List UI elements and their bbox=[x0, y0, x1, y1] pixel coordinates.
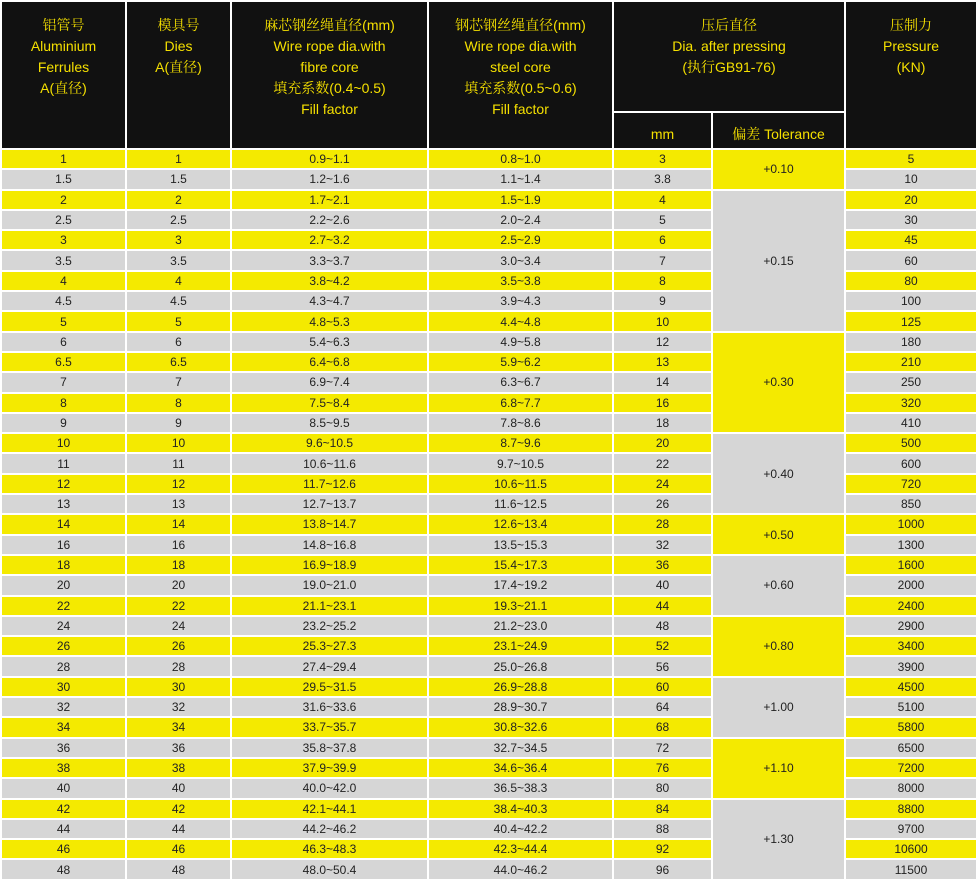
ferrule-cell: 9 bbox=[2, 414, 125, 432]
steel-core-cell: 6.8~7.7 bbox=[429, 394, 612, 412]
steel-core-cell: 23.1~24.9 bbox=[429, 637, 612, 655]
fibre-core-cell: 16.9~18.9 bbox=[232, 556, 427, 574]
pressure-cell: 80 bbox=[846, 272, 976, 290]
dies-cell: 2.5 bbox=[127, 211, 230, 229]
ferrule-cell: 14 bbox=[2, 515, 125, 533]
header-pressure: 压制力 Pressure (KN) bbox=[846, 2, 976, 148]
tolerance-cell: +0.80 bbox=[713, 617, 844, 676]
ferrule-cell: 3 bbox=[2, 231, 125, 249]
steel-core-cell: 7.8~8.6 bbox=[429, 414, 612, 432]
ferrule-cell: 4 bbox=[2, 272, 125, 290]
fibre-core-cell: 40.0~42.0 bbox=[232, 779, 427, 797]
steel-core-cell: 28.9~30.7 bbox=[429, 698, 612, 716]
pressure-cell: 125 bbox=[846, 312, 976, 330]
pressed-dia-cell: 3 bbox=[614, 150, 711, 168]
pressure-cell: 11500 bbox=[846, 860, 976, 878]
ferrule-cell: 20 bbox=[2, 576, 125, 594]
dies-cell: 13 bbox=[127, 495, 230, 513]
pressure-cell: 2400 bbox=[846, 597, 976, 615]
fibre-core-cell: 1.2~1.6 bbox=[232, 170, 427, 188]
header-fibre-core: 麻芯钢丝绳直径(mm) Wire rope dia.with fibre core 填充系数(0.4~0.5) Fill factor bbox=[232, 2, 427, 148]
steel-core-cell: 3.5~3.8 bbox=[429, 272, 612, 290]
steel-core-cell: 2.5~2.9 bbox=[429, 231, 612, 249]
fibre-core-cell: 3.8~4.2 bbox=[232, 272, 427, 290]
steel-core-cell: 17.4~19.2 bbox=[429, 576, 612, 594]
dies-cell: 26 bbox=[127, 637, 230, 655]
pressure-cell: 10 bbox=[846, 170, 976, 188]
steel-core-cell: 12.6~13.4 bbox=[429, 515, 612, 533]
pressed-dia-cell: 3.8 bbox=[614, 170, 711, 188]
tolerance-cell: +0.40 bbox=[713, 434, 844, 513]
dies-cell: 36 bbox=[127, 739, 230, 757]
pressure-cell: 8800 bbox=[846, 800, 976, 818]
pressed-dia-cell: 36 bbox=[614, 556, 711, 574]
table-row bbox=[2, 434, 976, 452]
tolerance-cell: +0.50 bbox=[713, 515, 844, 554]
pressed-dia-cell: 40 bbox=[614, 576, 711, 594]
header-steel-core: 钢芯钢丝绳直径(mm) Wire rope dia.with steel core 填充系数(0.5~0.6) Fill factor bbox=[429, 2, 612, 148]
fibre-core-cell: 44.2~46.2 bbox=[232, 820, 427, 838]
fibre-core-cell: 0.9~1.1 bbox=[232, 150, 427, 168]
fibre-core-cell: 2.7~3.2 bbox=[232, 231, 427, 249]
pressure-cell: 6500 bbox=[846, 739, 976, 757]
pressure-cell: 1000 bbox=[846, 515, 976, 533]
dies-cell: 22 bbox=[127, 597, 230, 615]
fibre-core-cell: 6.4~6.8 bbox=[232, 353, 427, 371]
pressure-cell: 1600 bbox=[846, 556, 976, 574]
ferrule-cell: 42 bbox=[2, 800, 125, 818]
pressed-dia-cell: 5 bbox=[614, 211, 711, 229]
dies-cell: 34 bbox=[127, 718, 230, 736]
dies-cell: 6 bbox=[127, 333, 230, 351]
pressed-dia-cell: 22 bbox=[614, 454, 711, 472]
fibre-core-cell: 1.7~2.1 bbox=[232, 191, 427, 209]
ferrule-cell: 48 bbox=[2, 860, 125, 878]
fibre-core-cell: 8.5~9.5 bbox=[232, 414, 427, 432]
ferrule-cell: 44 bbox=[2, 820, 125, 838]
ferrule-cell: 30 bbox=[2, 678, 125, 696]
pressure-cell: 720 bbox=[846, 475, 976, 493]
pressed-dia-cell: 80 bbox=[614, 779, 711, 797]
ferrule-cell: 16 bbox=[2, 536, 125, 554]
dies-cell: 6.5 bbox=[127, 353, 230, 371]
tolerance-cell: +1.00 bbox=[713, 678, 844, 737]
pressed-dia-cell: 48 bbox=[614, 617, 711, 635]
dies-cell: 32 bbox=[127, 698, 230, 716]
ferrule-cell: 22 bbox=[2, 597, 125, 615]
dies-cell: 44 bbox=[127, 820, 230, 838]
fibre-core-cell: 3.3~3.7 bbox=[232, 251, 427, 269]
pressure-cell: 45 bbox=[846, 231, 976, 249]
pressed-dia-cell: 64 bbox=[614, 698, 711, 716]
steel-core-cell: 30.8~32.6 bbox=[429, 718, 612, 736]
dies-cell: 2 bbox=[127, 191, 230, 209]
ferrule-cell: 6 bbox=[2, 333, 125, 351]
pressed-dia-cell: 26 bbox=[614, 495, 711, 513]
pressure-cell: 2000 bbox=[846, 576, 976, 594]
ferrule-cell: 34 bbox=[2, 718, 125, 736]
table-row bbox=[2, 150, 976, 168]
ferrule-cell: 28 bbox=[2, 657, 125, 675]
steel-core-cell: 26.9~28.8 bbox=[429, 678, 612, 696]
pressed-dia-cell: 68 bbox=[614, 718, 711, 736]
pressed-dia-cell: 32 bbox=[614, 536, 711, 554]
ferrule-cell: 32 bbox=[2, 698, 125, 716]
table-row bbox=[2, 515, 976, 533]
pressure-cell: 60 bbox=[846, 251, 976, 269]
header-dia-after-pressing: 压后直径 Dia. after pressing (执行GB91-76) bbox=[614, 2, 844, 111]
steel-core-cell: 25.0~26.8 bbox=[429, 657, 612, 675]
steel-core-cell: 3.9~4.3 bbox=[429, 292, 612, 310]
pressed-dia-cell: 56 bbox=[614, 657, 711, 675]
table-row bbox=[2, 191, 976, 209]
dies-cell: 40 bbox=[127, 779, 230, 797]
steel-core-cell: 3.0~3.4 bbox=[429, 251, 612, 269]
dies-cell: 48 bbox=[127, 860, 230, 878]
pressed-dia-cell: 8 bbox=[614, 272, 711, 290]
fibre-core-cell: 42.1~44.1 bbox=[232, 800, 427, 818]
fibre-core-cell: 12.7~13.7 bbox=[232, 495, 427, 513]
pressure-cell: 100 bbox=[846, 292, 976, 310]
table-body bbox=[2, 150, 976, 879]
fibre-core-cell: 19.0~21.0 bbox=[232, 576, 427, 594]
pressure-cell: 3900 bbox=[846, 657, 976, 675]
steel-core-cell: 10.6~11.5 bbox=[429, 475, 612, 493]
steel-core-cell: 8.7~9.6 bbox=[429, 434, 612, 452]
table-row bbox=[2, 678, 976, 696]
tolerance-cell: +0.60 bbox=[713, 556, 844, 615]
steel-core-cell: 11.6~12.5 bbox=[429, 495, 612, 513]
pressed-dia-cell: 84 bbox=[614, 800, 711, 818]
pressed-dia-cell: 9 bbox=[614, 292, 711, 310]
ferrule-cell: 3.5 bbox=[2, 251, 125, 269]
pressed-dia-cell: 96 bbox=[614, 860, 711, 878]
steel-core-cell: 2.0~2.4 bbox=[429, 211, 612, 229]
pressed-dia-cell: 7 bbox=[614, 251, 711, 269]
tolerance-cell: +1.10 bbox=[713, 739, 844, 798]
steel-core-cell: 1.1~1.4 bbox=[429, 170, 612, 188]
pressure-cell: 1300 bbox=[846, 536, 976, 554]
dies-cell: 1 bbox=[127, 150, 230, 168]
pressed-dia-cell: 14 bbox=[614, 373, 711, 391]
ferrule-cell: 1.5 bbox=[2, 170, 125, 188]
pressure-cell: 9700 bbox=[846, 820, 976, 838]
dies-cell: 8 bbox=[127, 394, 230, 412]
steel-core-cell: 4.9~5.8 bbox=[429, 333, 612, 351]
ferrule-cell: 38 bbox=[2, 759, 125, 777]
steel-core-cell: 13.5~15.3 bbox=[429, 536, 612, 554]
steel-core-cell: 44.0~46.2 bbox=[429, 860, 612, 878]
pressure-cell: 3400 bbox=[846, 637, 976, 655]
dies-cell: 38 bbox=[127, 759, 230, 777]
table-row bbox=[2, 739, 976, 757]
pressure-cell: 600 bbox=[846, 454, 976, 472]
ferrule-cell: 6.5 bbox=[2, 353, 125, 371]
pressed-dia-cell: 76 bbox=[614, 759, 711, 777]
tolerance-cell: +0.15 bbox=[713, 191, 844, 331]
dies-cell: 10 bbox=[127, 434, 230, 452]
fibre-core-cell: 14.8~16.8 bbox=[232, 536, 427, 554]
table-row bbox=[2, 800, 976, 818]
fibre-core-cell: 29.5~31.5 bbox=[232, 678, 427, 696]
pressed-dia-cell: 24 bbox=[614, 475, 711, 493]
ferrule-cell: 13 bbox=[2, 495, 125, 513]
table-row bbox=[2, 556, 976, 574]
pressure-cell: 5 bbox=[846, 150, 976, 168]
fibre-core-cell: 2.2~2.6 bbox=[232, 211, 427, 229]
ferrule-cell: 5 bbox=[2, 312, 125, 330]
pressure-cell: 7200 bbox=[846, 759, 976, 777]
dies-cell: 28 bbox=[127, 657, 230, 675]
dies-cell: 3.5 bbox=[127, 251, 230, 269]
steel-core-cell: 5.9~6.2 bbox=[429, 353, 612, 371]
pressure-cell: 4500 bbox=[846, 678, 976, 696]
dies-cell: 20 bbox=[127, 576, 230, 594]
ferrule-cell: 46 bbox=[2, 840, 125, 858]
dies-cell: 7 bbox=[127, 373, 230, 391]
pressed-dia-cell: 60 bbox=[614, 678, 711, 696]
pressed-dia-cell: 12 bbox=[614, 333, 711, 351]
fibre-core-cell: 46.3~48.3 bbox=[232, 840, 427, 858]
steel-core-cell: 38.4~40.3 bbox=[429, 800, 612, 818]
tolerance-cell: +0.30 bbox=[713, 333, 844, 432]
fibre-core-cell: 10.6~11.6 bbox=[232, 454, 427, 472]
pressure-cell: 5100 bbox=[846, 698, 976, 716]
steel-core-cell: 15.4~17.3 bbox=[429, 556, 612, 574]
dies-cell: 4.5 bbox=[127, 292, 230, 310]
table-row bbox=[2, 617, 976, 635]
dies-cell: 4 bbox=[127, 272, 230, 290]
dies-cell: 14 bbox=[127, 515, 230, 533]
header-mm: mm bbox=[614, 113, 711, 148]
fibre-core-cell: 7.5~8.4 bbox=[232, 394, 427, 412]
dies-cell: 16 bbox=[127, 536, 230, 554]
fibre-core-cell: 27.4~29.4 bbox=[232, 657, 427, 675]
fibre-core-cell: 31.6~33.6 bbox=[232, 698, 427, 716]
steel-core-cell: 6.3~6.7 bbox=[429, 373, 612, 391]
pressed-dia-cell: 6 bbox=[614, 231, 711, 249]
fibre-core-cell: 37.9~39.9 bbox=[232, 759, 427, 777]
pressed-dia-cell: 13 bbox=[614, 353, 711, 371]
fibre-core-cell: 11.7~12.6 bbox=[232, 475, 427, 493]
fibre-core-cell: 33.7~35.7 bbox=[232, 718, 427, 736]
pressure-cell: 320 bbox=[846, 394, 976, 412]
ferrule-cell: 18 bbox=[2, 556, 125, 574]
steel-core-cell: 21.2~23.0 bbox=[429, 617, 612, 635]
fibre-core-cell: 5.4~6.3 bbox=[232, 333, 427, 351]
ferrule-cell: 2 bbox=[2, 191, 125, 209]
dies-cell: 46 bbox=[127, 840, 230, 858]
steel-core-cell: 9.7~10.5 bbox=[429, 454, 612, 472]
ferrule-cell: 4.5 bbox=[2, 292, 125, 310]
pressure-cell: 5800 bbox=[846, 718, 976, 736]
header-dies: 模具号 Dies A(直径) bbox=[127, 2, 230, 148]
dies-cell: 1.5 bbox=[127, 170, 230, 188]
pressure-cell: 180 bbox=[846, 333, 976, 351]
ferrule-cell: 8 bbox=[2, 394, 125, 412]
tolerance-cell: +0.10 bbox=[713, 150, 844, 189]
ferrule-cell: 36 bbox=[2, 739, 125, 757]
pressed-dia-cell: 28 bbox=[614, 515, 711, 533]
dies-cell: 30 bbox=[127, 678, 230, 696]
pressure-cell: 8000 bbox=[846, 779, 976, 797]
ferrule-cell: 10 bbox=[2, 434, 125, 452]
ferrule-cell: 12 bbox=[2, 475, 125, 493]
dies-cell: 24 bbox=[127, 617, 230, 635]
pressed-dia-cell: 4 bbox=[614, 191, 711, 209]
pressure-cell: 250 bbox=[846, 373, 976, 391]
steel-core-cell: 4.4~4.8 bbox=[429, 312, 612, 330]
table-row bbox=[2, 333, 976, 351]
pressed-dia-cell: 44 bbox=[614, 597, 711, 615]
steel-core-cell: 34.6~36.4 bbox=[429, 759, 612, 777]
ferrule-cell: 1 bbox=[2, 150, 125, 168]
fibre-core-cell: 4.3~4.7 bbox=[232, 292, 427, 310]
pressure-cell: 10600 bbox=[846, 840, 976, 858]
pressed-dia-cell: 72 bbox=[614, 739, 711, 757]
tolerance-cell: +1.30 bbox=[713, 800, 844, 879]
pressure-cell: 30 bbox=[846, 211, 976, 229]
pressed-dia-cell: 10 bbox=[614, 312, 711, 330]
ferrule-cell: 26 bbox=[2, 637, 125, 655]
pressed-dia-cell: 88 bbox=[614, 820, 711, 838]
fibre-core-cell: 4.8~5.3 bbox=[232, 312, 427, 330]
pressure-cell: 850 bbox=[846, 495, 976, 513]
dies-cell: 9 bbox=[127, 414, 230, 432]
ferrule-cell: 24 bbox=[2, 617, 125, 635]
fibre-core-cell: 9.6~10.5 bbox=[232, 434, 427, 452]
steel-core-cell: 42.3~44.4 bbox=[429, 840, 612, 858]
dies-cell: 12 bbox=[127, 475, 230, 493]
steel-core-cell: 1.5~1.9 bbox=[429, 191, 612, 209]
pressed-dia-cell: 92 bbox=[614, 840, 711, 858]
pressure-cell: 210 bbox=[846, 353, 976, 371]
fibre-core-cell: 13.8~14.7 bbox=[232, 515, 427, 533]
pressed-dia-cell: 52 bbox=[614, 637, 711, 655]
header-ferrules: 铝管号 Aluminium Ferrules A(直径) bbox=[2, 2, 125, 148]
dies-cell: 3 bbox=[127, 231, 230, 249]
steel-core-cell: 0.8~1.0 bbox=[429, 150, 612, 168]
pressed-dia-cell: 16 bbox=[614, 394, 711, 412]
fibre-core-cell: 48.0~50.4 bbox=[232, 860, 427, 878]
ferrule-cell: 40 bbox=[2, 779, 125, 797]
fibre-core-cell: 35.8~37.8 bbox=[232, 739, 427, 757]
dies-cell: 18 bbox=[127, 556, 230, 574]
steel-core-cell: 32.7~34.5 bbox=[429, 739, 612, 757]
pressure-cell: 2900 bbox=[846, 617, 976, 635]
pressed-dia-cell: 20 bbox=[614, 434, 711, 452]
header-tolerance: 偏差 Tolerance bbox=[713, 113, 844, 148]
fibre-core-cell: 6.9~7.4 bbox=[232, 373, 427, 391]
pressure-cell: 500 bbox=[846, 434, 976, 452]
steel-core-cell: 19.3~21.1 bbox=[429, 597, 612, 615]
steel-core-cell: 36.5~38.3 bbox=[429, 779, 612, 797]
ferrule-cell: 11 bbox=[2, 454, 125, 472]
ferrule-cell: 2.5 bbox=[2, 211, 125, 229]
dies-cell: 42 bbox=[127, 800, 230, 818]
ferrule-cell: 7 bbox=[2, 373, 125, 391]
fibre-core-cell: 21.1~23.1 bbox=[232, 597, 427, 615]
fibre-core-cell: 23.2~25.2 bbox=[232, 617, 427, 635]
dies-cell: 5 bbox=[127, 312, 230, 330]
pressure-cell: 410 bbox=[846, 414, 976, 432]
pressed-dia-cell: 18 bbox=[614, 414, 711, 432]
steel-core-cell: 40.4~42.2 bbox=[429, 820, 612, 838]
dies-cell: 11 bbox=[127, 454, 230, 472]
pressure-cell: 20 bbox=[846, 191, 976, 209]
fibre-core-cell: 25.3~27.3 bbox=[232, 637, 427, 655]
